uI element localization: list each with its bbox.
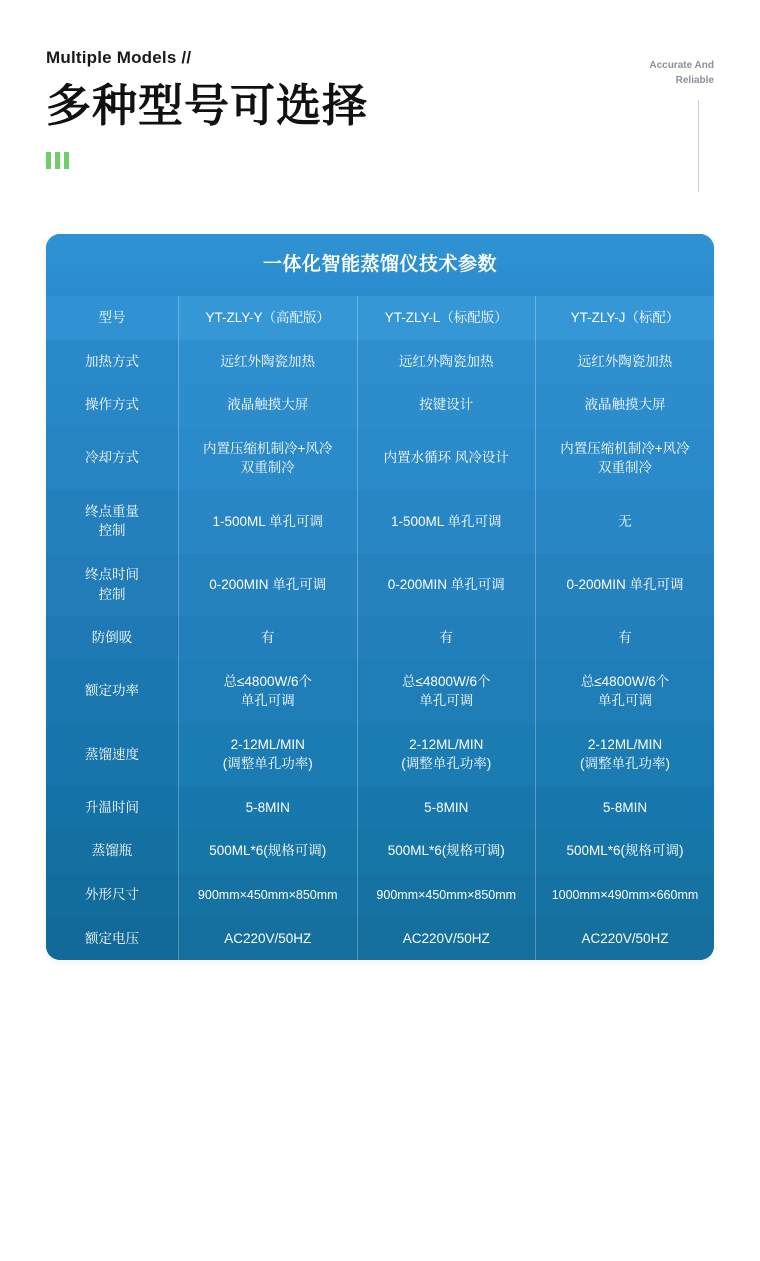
table-cell-line: 900mm×450mm×850mm (376, 887, 517, 902)
row-label-line: 控制 (98, 586, 126, 602)
row-label (46, 490, 179, 553)
row-label-line: 终点时间 (85, 566, 139, 582)
table-cell (357, 383, 536, 427)
table-cell-line: 1-500ML 单孔可调 (390, 513, 502, 529)
row-label-line: 操作方式 (85, 397, 139, 413)
row-label-line: 蒸馏瓶 (91, 843, 133, 859)
table-cell-line: 总≤4800W/6个 (580, 673, 670, 689)
table-cell-line: 500ML*6(规格可调) (566, 843, 684, 859)
table-row (46, 917, 714, 961)
row-label (46, 340, 179, 384)
row-label (46, 660, 179, 723)
spec-table-card (46, 234, 714, 960)
table-cell-line: YT-ZLY-Y（高配版） (205, 310, 331, 325)
table-cell-line: 内置压缩机制冷+风冷 (560, 440, 690, 456)
row-label-line: 控制 (98, 523, 126, 539)
table-cell-line: 5-8MIN (602, 799, 648, 815)
table-cell-line: AC220V/50HZ (224, 930, 312, 946)
table-cell (179, 660, 358, 723)
table-cell (179, 553, 358, 616)
table-cell-line: (调整单孔功率) (580, 756, 670, 772)
table-cell-line: 有 (261, 630, 275, 646)
table-cell (357, 660, 536, 723)
table-cell (357, 490, 536, 553)
table-cell-line: (调整单孔功率) (401, 756, 492, 772)
header-tagline-line2: Reliable (675, 75, 714, 86)
table-row (46, 616, 714, 660)
table-cell (357, 723, 536, 786)
table-cell-line: AC220V/50HZ (402, 930, 490, 946)
table-cell-line: 0-200MIN 单孔可调 (566, 576, 684, 592)
table-cell-line: 1-500ML 单孔可调 (212, 513, 324, 529)
row-label-line: 蒸馏速度 (85, 746, 139, 762)
table-cell (536, 553, 715, 616)
row-label-line: 防倒吸 (91, 630, 133, 646)
table-cell (536, 616, 715, 660)
table-cell (536, 383, 715, 427)
table-cell-line: 5-8MIN (245, 799, 290, 815)
table-cell (357, 296, 536, 340)
table-cell-line: 900mm×450mm×850mm (197, 887, 338, 902)
table-cell (179, 873, 358, 917)
row-label (46, 553, 179, 616)
header-tagline-line1: Accurate And (649, 60, 714, 71)
table-cell (179, 490, 358, 553)
row-label-line: 额定功率 (85, 683, 139, 699)
table-cell-line: 双重制冷 (598, 460, 652, 476)
row-label (46, 917, 179, 961)
row-label (46, 829, 179, 873)
table-cell (357, 917, 536, 961)
table-cell (179, 427, 358, 490)
spec-table-title: 一体化智能蒸馏仪技术参数 (46, 234, 714, 296)
vertical-divider (698, 100, 699, 192)
table-cell-line: 5-8MIN (424, 799, 469, 815)
table-cell-line: 2-12ML/MIN (409, 736, 484, 752)
row-label (46, 296, 179, 340)
table-cell-line: YT-ZLY-J（标配） (570, 310, 680, 325)
table-cell (536, 829, 715, 873)
table-row (46, 723, 714, 786)
table-row (46, 660, 714, 723)
table-cell-line: 总≤4800W/6个 (223, 673, 312, 689)
table-cell (179, 829, 358, 873)
table-cell-line: 液晶触摸大屏 (227, 397, 309, 413)
table-cell-line: 0-200MIN 单孔可调 (209, 576, 327, 592)
row-label-line: 终点重量 (85, 503, 139, 519)
table-cell (179, 917, 358, 961)
table-cell (179, 296, 358, 340)
table-row (46, 553, 714, 616)
table-cell-line: 双重制冷 (240, 460, 295, 476)
page-title: 多种型号可选择 (46, 79, 369, 132)
row-label (46, 427, 179, 490)
table-row (46, 873, 714, 917)
table-cell-line: 内置压缩机制冷+风冷 (203, 440, 333, 456)
table-cell-line: 远红外陶瓷加热 (577, 353, 673, 369)
table-cell-line: (调整单孔功率) (222, 756, 313, 772)
table-cell-line: 1000mm×490mm×660mm (551, 887, 699, 902)
table-cell (536, 723, 715, 786)
table-cell-line: 2-12ML/MIN (230, 736, 305, 752)
table-cell (357, 553, 536, 616)
table-cell (179, 616, 358, 660)
page-header (0, 0, 760, 190)
table-cell-line: 2-12ML/MIN (587, 736, 663, 752)
table-cell (179, 383, 358, 427)
table-cell (179, 340, 358, 384)
table-cell (536, 873, 715, 917)
table-cell (536, 660, 715, 723)
table-row (46, 296, 714, 340)
header-eyebrow: Multiple Models // (46, 48, 192, 67)
table-cell (536, 427, 715, 490)
table-cell (357, 873, 536, 917)
table-row (46, 786, 714, 830)
table-cell (357, 427, 536, 490)
table-row (46, 427, 714, 490)
table-cell-line: 无 (618, 513, 632, 529)
table-cell (536, 786, 715, 830)
row-label (46, 383, 179, 427)
row-label (46, 873, 179, 917)
accent-bar-icon (46, 152, 51, 169)
table-cell (179, 723, 358, 786)
accent-bar-icon (55, 152, 60, 169)
table-cell-line: AC220V/50HZ (581, 930, 669, 946)
spec-table (46, 296, 714, 960)
table-cell-line: 总≤4800W/6个 (402, 673, 491, 689)
row-label (46, 616, 179, 660)
table-cell (536, 296, 715, 340)
row-label-line: 加热方式 (85, 353, 139, 369)
table-cell-line: 内置水循环 风冷设计 (383, 450, 509, 466)
row-label (46, 786, 179, 830)
table-cell-line: 远红外陶瓷加热 (220, 353, 315, 369)
row-label-line: 升温时间 (85, 799, 139, 815)
table-cell-line: 有 (618, 630, 632, 646)
table-cell-line: 按键设计 (419, 397, 474, 413)
table-cell-line: 有 (439, 630, 453, 646)
table-cell (357, 829, 536, 873)
row-label-line: 额定电压 (85, 930, 139, 946)
table-cell-line: 0-200MIN 单孔可调 (387, 576, 505, 592)
table-cell-line: 500ML*6(规格可调) (387, 843, 505, 859)
table-cell (357, 616, 536, 660)
row-label-line: 型号 (98, 310, 126, 325)
table-cell-line: YT-ZLY-L（标配版） (384, 310, 508, 325)
table-cell-line: 液晶触摸大屏 (584, 397, 666, 413)
row-label (46, 723, 179, 786)
table-cell-line: 单孔可调 (419, 693, 474, 709)
table-row (46, 383, 714, 427)
header-tagline (594, 58, 714, 88)
table-cell (536, 917, 715, 961)
spec-table-body (46, 296, 714, 960)
table-cell-line: 远红外陶瓷加热 (399, 353, 494, 369)
table-cell (357, 340, 536, 384)
table-cell-line: 单孔可调 (598, 693, 652, 709)
table-cell (179, 786, 358, 830)
table-row (46, 490, 714, 553)
table-cell (357, 786, 536, 830)
table-cell-line: 500ML*6(规格可调) (209, 843, 327, 859)
accent-bars-decoration (46, 152, 720, 169)
table-row (46, 340, 714, 384)
table-row (46, 829, 714, 873)
row-label-line: 外形尺寸 (85, 887, 139, 902)
row-label-line: 冷却方式 (85, 450, 139, 466)
table-cell (536, 340, 715, 384)
accent-bar-icon (64, 152, 69, 169)
table-cell-line: 单孔可调 (240, 693, 295, 709)
table-cell (536, 490, 715, 553)
